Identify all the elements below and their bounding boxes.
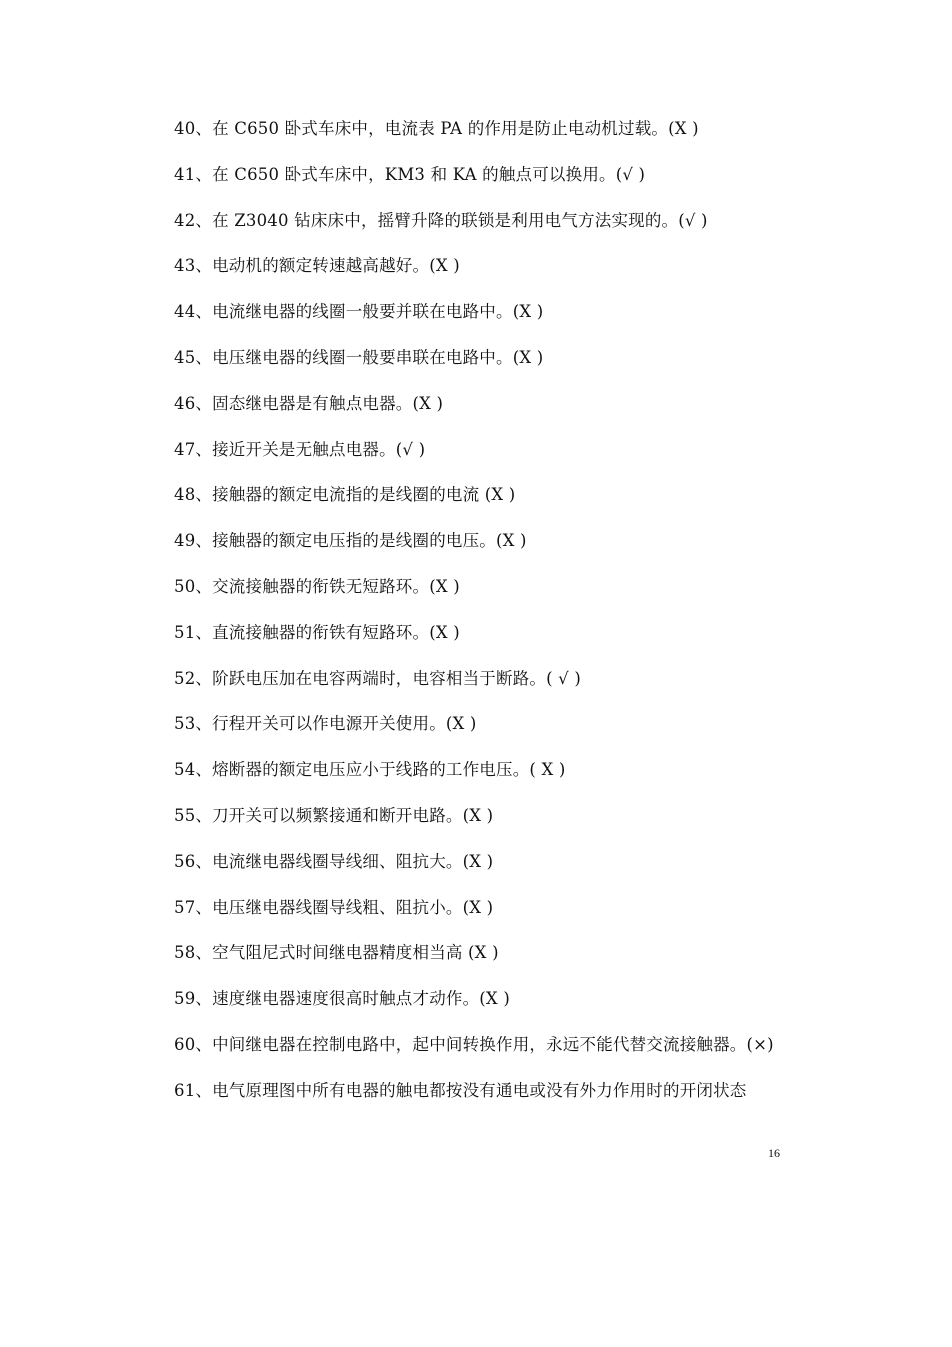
question-item: 51、直流接触器的衔铁有短路环。(X ) [174, 622, 460, 642]
question-item: 54、熔断器的额定电压应小于线路的工作电压。( X ) [174, 760, 566, 780]
page-number: 16 [768, 1146, 780, 1160]
question-item: 61、电气原理图中所有电器的触电都按没有通电或没有外力作用时的开闭状态 [174, 1080, 747, 1100]
question-item: 53、行程开关可以作电源开关使用。(X ) [174, 714, 477, 734]
question-list [174, 114, 794, 1122]
question-item: 58、空气阻尼式时间继电器精度相当高 (X ) [174, 943, 499, 963]
question-item: 56、电流继电器线圈导线细、阻抗大。(X ) [174, 851, 494, 871]
question-item: 60、中间继电器在控制电路中，起中间转换作用，永远不能代替交流接触器。(×) [174, 1034, 774, 1054]
question-item: 45、电压继电器的线圈一般要串联在电路中。(X ) [174, 347, 544, 367]
question-item: 59、速度继电器速度很高时触点才动作。(X ) [174, 989, 510, 1009]
question-item: 57、电压继电器线圈导线粗、阻抗小。(X ) [174, 897, 494, 917]
question-item: 40、在 C650 卧式车床中，电流表 PA 的作用是防止电动机过载。(X ) [174, 119, 699, 138]
question-item: 42、在 Z3040 钻床床中，摇臂升降的联锁是利用电气方法实现的。(√ ) [174, 210, 708, 230]
question-item: 52、阶跃电压加在电容两端时，电容相当于断路。( √ ) [174, 668, 581, 688]
question-item: 43、电动机的额定转速越高越好。(X ) [174, 256, 460, 276]
question-item: 48、接触器的额定电流指的是线圈的电流 (X ) [174, 485, 516, 505]
question-item: 44、电流继电器的线圈一般要并联在电路中。(X ) [174, 302, 544, 322]
question-item: 47、接近开关是无触点电器。(√ ) [174, 439, 426, 459]
question-item: 46、固态继电器是有触点电器。(X ) [174, 393, 444, 413]
question-item: 41、在 C650 卧式车床中，KM3 和 KA 的触点可以换用。(√ ) [174, 164, 646, 184]
question-item: 55、刀开关可以频繁接通和断开电路。(X ) [174, 805, 494, 825]
question-item: 49、接触器的额定电压指的是线圈的电压。(X ) [174, 531, 527, 551]
question-item: 50、交流接触器的衔铁无短路环。(X ) [174, 576, 460, 596]
